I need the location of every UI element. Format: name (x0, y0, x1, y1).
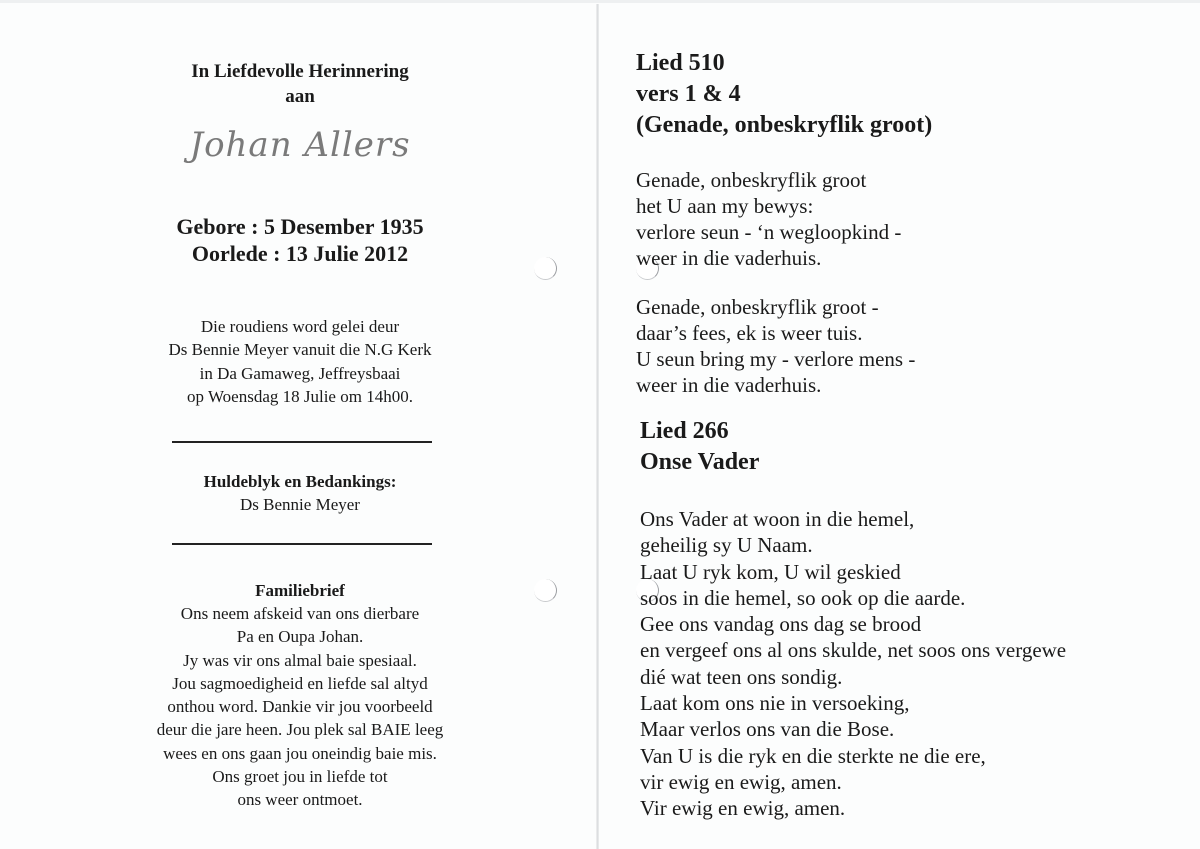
prayer-line: Gee ons vandag ons dag se brood (640, 612, 922, 637)
family-letter-title: Familiebrief (255, 581, 345, 600)
service-line: in Da Gamaweg, Jeffreysbaai (199, 363, 401, 383)
punch-hole (534, 257, 557, 280)
service-line: Ds Bennie Meyer vanuit die N.G Kerk (168, 340, 432, 360)
prayer-line: dié wat teen ons sondig. (640, 664, 843, 689)
hymn-510-verse-4 (636, 294, 915, 398)
letter-line: ons weer ontmoet. (237, 790, 363, 810)
death-date: Oorlede : 13 Julie 2012 (191, 241, 409, 266)
heading-line-2: aan (285, 86, 315, 107)
prayer-line: Ons Vader at woon in die hemel, (640, 507, 915, 531)
family-letter (110, 580, 490, 812)
prayer-line: Laat kom ons nie in versoeking, (640, 691, 910, 716)
prayer-line: soos in die hemel, so ook op die aarde. (640, 585, 966, 610)
verse-line: verlore seun - ‘n wegloopkind - (636, 220, 902, 244)
hymn-266-text (640, 506, 1066, 822)
verse-line: Genade, onbeskryflik groot - (636, 295, 879, 319)
verse-line: Genade, onbeskryflik groot (636, 168, 867, 192)
letter-line: Jy was vir ons almal baie spesiaal. (183, 650, 417, 670)
memorial-heading (120, 59, 480, 109)
prayer-line: vir ewig en ewig, amen. (640, 769, 842, 794)
hymn-title-line: Lied 266 (640, 418, 729, 444)
divider-bottom (172, 543, 432, 545)
divider-top (172, 441, 432, 443)
letter-line: Ons neem afskeid van ons dierbare (180, 604, 420, 623)
life-dates (120, 213, 480, 267)
verse-line: U seun bring my - verlore mens - (636, 347, 916, 371)
hymn-title-line: (Genade, onbeskryflik groot) (636, 112, 933, 138)
prayer-line: en vergeef ons al ons skulde, net soos ons vergewe (640, 638, 1067, 663)
service-line: Die roudiens word gelei deur (200, 317, 400, 336)
heading-line-1: In Liefdevolle Herinnering (191, 61, 409, 82)
hymn-510-verse-1 (636, 167, 901, 271)
letter-line: deur die jare heen. Jou plek sal BAIE leeg (156, 720, 444, 740)
deceased-name: Johan Allers (189, 125, 411, 165)
tribute-section (120, 471, 480, 516)
service-line: op Woensdag 18 Julie om 14h00. (187, 386, 413, 406)
prayer-line: Laat U ryk kom, U wil geskied (640, 559, 901, 584)
letter-line: Pa en Oupa Johan. (236, 627, 364, 647)
letter-line: Jou sagmoedigheid en liefde sal altyd (172, 673, 428, 693)
hymn-title-line: vers 1 & 4 (636, 81, 741, 107)
verse-line: het U aan my bewys: (636, 194, 814, 218)
letter-line: wees en ons gaan jou oneindig baie mis. (163, 743, 437, 763)
hymn-266-title (640, 416, 759, 478)
tribute-title: Huldeblyk en Bedankings: (203, 472, 397, 491)
verse-line: weer in die vaderhuis. (636, 246, 822, 270)
prayer-line: Vir ewig en ewig, amen. (640, 796, 846, 821)
left-page (0, 0, 597, 849)
hymn-title-line: Onse Vader (640, 449, 760, 475)
tribute-by: Ds Bennie Meyer (240, 495, 360, 514)
birth-date: Gebore : 5 Desember 1935 (176, 214, 424, 239)
service-details (120, 315, 480, 408)
prayer-line: geheilig sy U Naam. (640, 533, 813, 558)
prayer-line: Maar verlos ons van die Bose. (640, 717, 895, 742)
verse-line: daar’s fees, ek is weer tuis. (636, 321, 863, 345)
verse-line: weer in die vaderhuis. (636, 373, 822, 397)
letter-line: onthou word. Dankie vir jou voorbeeld (167, 697, 433, 717)
punch-hole (534, 579, 557, 602)
prayer-line: Van U is die ryk en die sterkte ne die ere, (640, 743, 986, 768)
hymn-510-title (636, 48, 932, 141)
letter-line: Ons groet jou in liefde tot (212, 767, 388, 787)
hymn-title-line: Lied 510 (636, 50, 725, 76)
